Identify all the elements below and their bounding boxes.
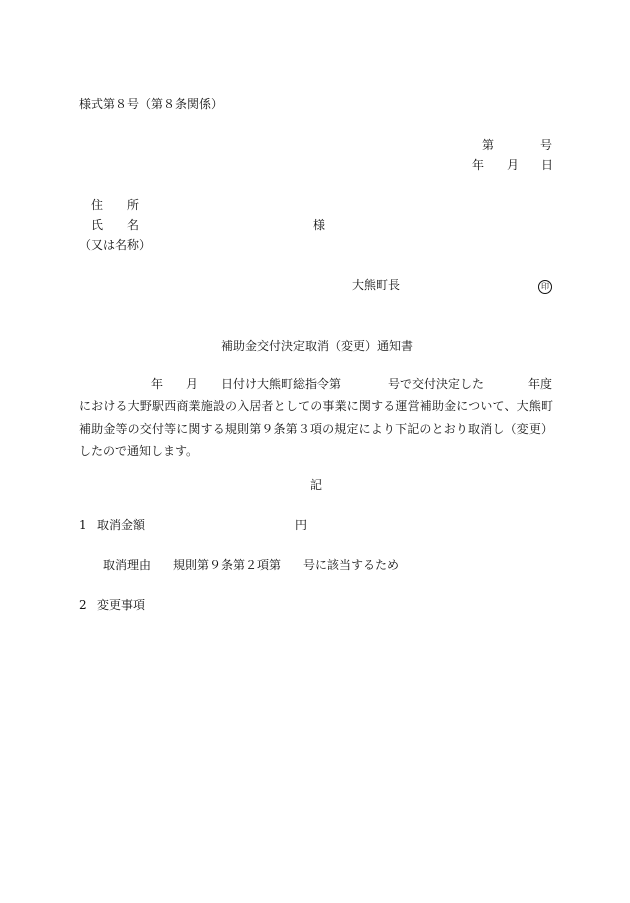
doc-number-prefix: 第	[482, 138, 495, 152]
body-dated: 日付け大熊町総指令第	[221, 377, 342, 391]
doc-number-suffix: 号	[540, 138, 553, 152]
doc-title: 補助金交付決定取消（変更）通知書	[221, 339, 414, 353]
item-1-unit: 円	[295, 518, 308, 532]
body-fiscal-year: 年度	[528, 377, 553, 391]
date-day: 日	[541, 158, 554, 172]
reason-rule: 規則第９条第２項第	[173, 558, 282, 572]
address-label: 住 所	[91, 198, 140, 212]
item-2-label: 変更事項	[97, 598, 146, 612]
reason-suffix: 号に該当するため	[303, 558, 400, 572]
seal-circle: 印	[538, 280, 552, 294]
date-year: 年	[472, 158, 485, 172]
reason-label: 取消理由	[103, 558, 152, 572]
item-2-number: 2	[79, 598, 87, 612]
seal-mark	[538, 278, 552, 294]
item-1-label: 取消金額	[97, 518, 146, 532]
body-paragraph: における大野駅西商業施設の入居者としての事業に関する運営補助金について、大熊町補助金等の交付等に関する規則第９条第３項の規定により下記のとおり取消し（変更）したので通知します。	[79, 399, 553, 458]
body-year: 年	[151, 377, 164, 391]
honorific: 様	[313, 218, 326, 232]
sender-title: 大熊町長	[352, 278, 401, 292]
form-number: 様式第８号（第８条関係）	[79, 97, 224, 111]
date-month: 月	[507, 158, 520, 172]
body-month: 月	[186, 377, 199, 391]
body-issued: 号で交付決定した	[388, 377, 485, 391]
name-label: 氏 名	[91, 218, 140, 232]
alt-name-label: （又は名称）	[79, 238, 152, 252]
item-1-number: 1	[79, 518, 87, 532]
note-heading: 記	[310, 478, 323, 492]
